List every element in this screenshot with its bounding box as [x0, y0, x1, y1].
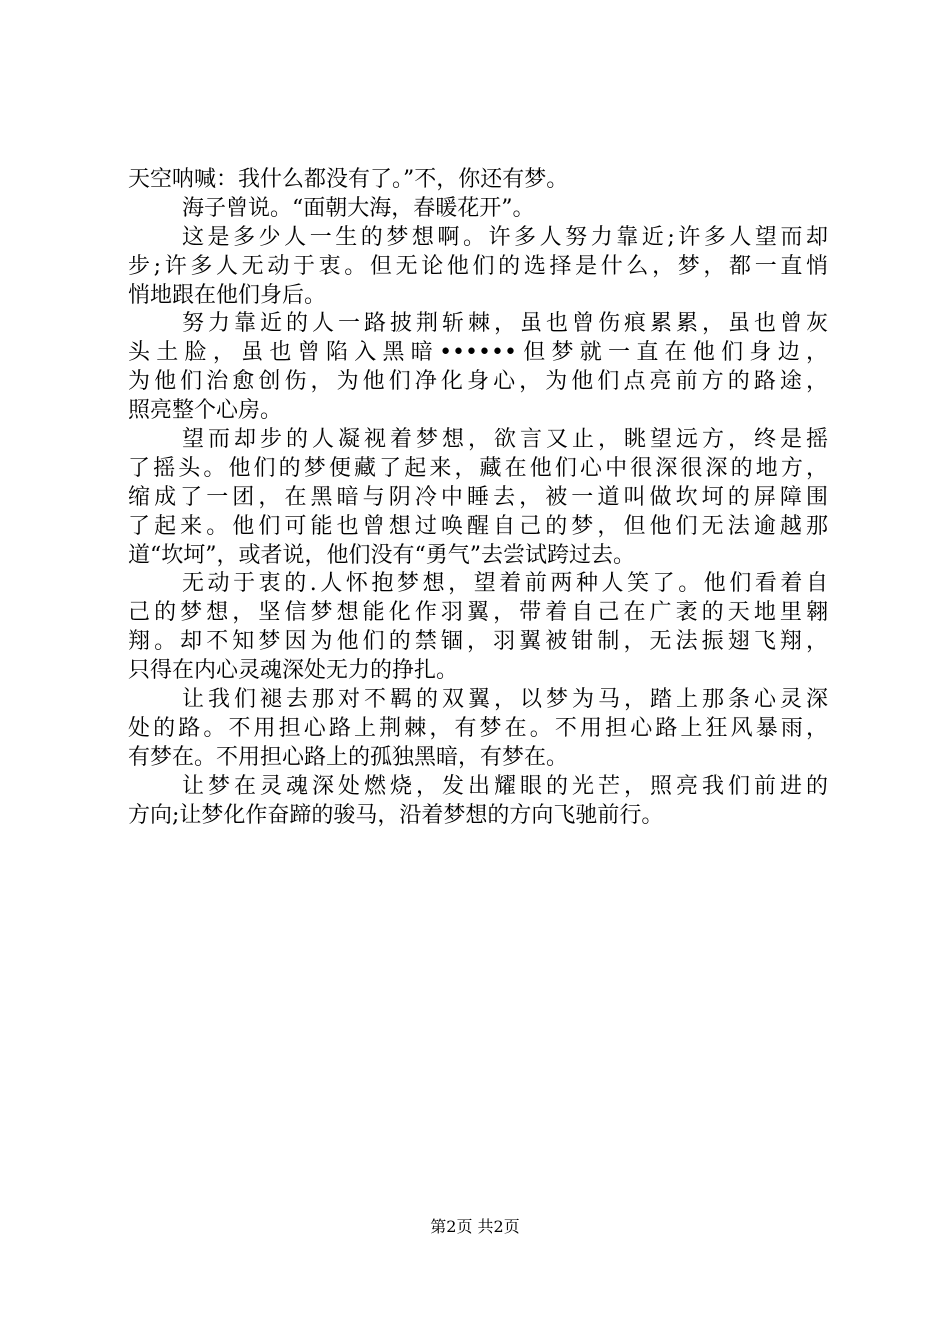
text-line: 步;许多人无动于衷。但无论他们的选择是什么，梦，都一直悄	[128, 253, 828, 279]
text-line: 无动于衷的.人怀抱梦想，望着前两种人笑了。他们看着自	[182, 571, 828, 597]
text-line: 方向;让梦化作奋蹄的骏马，沿着梦想的方向飞驰前行。	[128, 802, 664, 828]
text-line: 望而却步的人凝视着梦想，欲言又止，眺望远方，终是摇	[182, 427, 828, 453]
text-line: 了起来。他们可能也曾想过唤醒自己的梦，但他们无法逾越那	[128, 513, 828, 539]
text-line: 头土脸，虽也曾陷入黑暗••••••但梦就一直在他们身边，	[128, 340, 828, 366]
text-line: 己的梦想，坚信梦想能化作羽翼，带着自己在广袤的天地里翱	[128, 600, 828, 626]
essay-body	[128, 166, 828, 830]
text-line: 让我们褪去那对不羁的双翼，以梦为马，踏上那条心灵深	[182, 687, 828, 713]
text-line: 让梦在灵魂深处燃烧，发出耀眼的光芒，照亮我们前进的	[182, 773, 828, 799]
text-line: 天空呐喊：我什么都没有了。”不，你还有梦。	[128, 167, 569, 192]
text-line: 有梦在。不用担心路上的孤独黑暗，有梦在。	[128, 744, 569, 770]
text-line: 为他们治愈创伤，为他们净化身心，为他们点亮前方的路途，	[128, 369, 828, 395]
text-line: 翔。却不知梦因为他们的禁锢，羽翼被钳制，无法振翅飞翔，	[128, 629, 828, 655]
text-line: 道“坎坷”，或者说，他们没有“勇气”去尝试跨过去。	[128, 542, 635, 568]
text-line: 处的路。不用担心路上荆棘，有梦在。不用担心路上狂风暴雨，	[128, 715, 828, 741]
text-line: 缩成了一团，在黑暗与阴冷中睡去，被一道叫做坎坷的屏障围	[128, 484, 828, 510]
text-line: 努力靠近的人一路披荆斩棘，虽也曾伤痕累累，虽也曾灰	[182, 311, 828, 337]
text-line: 海子曾说。“面朝大海，春暖花开”。	[182, 195, 535, 221]
text-line: 了摇头。他们的梦便藏了起来，藏在他们心中很深很深的地方，	[128, 455, 828, 481]
text-line: 照亮整个心房。	[128, 398, 283, 424]
text-line: 这是多少人一生的梦想啊。许多人努力靠近;许多人望而却	[182, 224, 828, 250]
page-number-footer: 第2页 共2页	[430, 1217, 520, 1236]
text-line: 悄地跟在他们身后。	[128, 282, 327, 308]
text-line: 只得在内心灵魂深处无力的挣扎。	[128, 658, 459, 684]
